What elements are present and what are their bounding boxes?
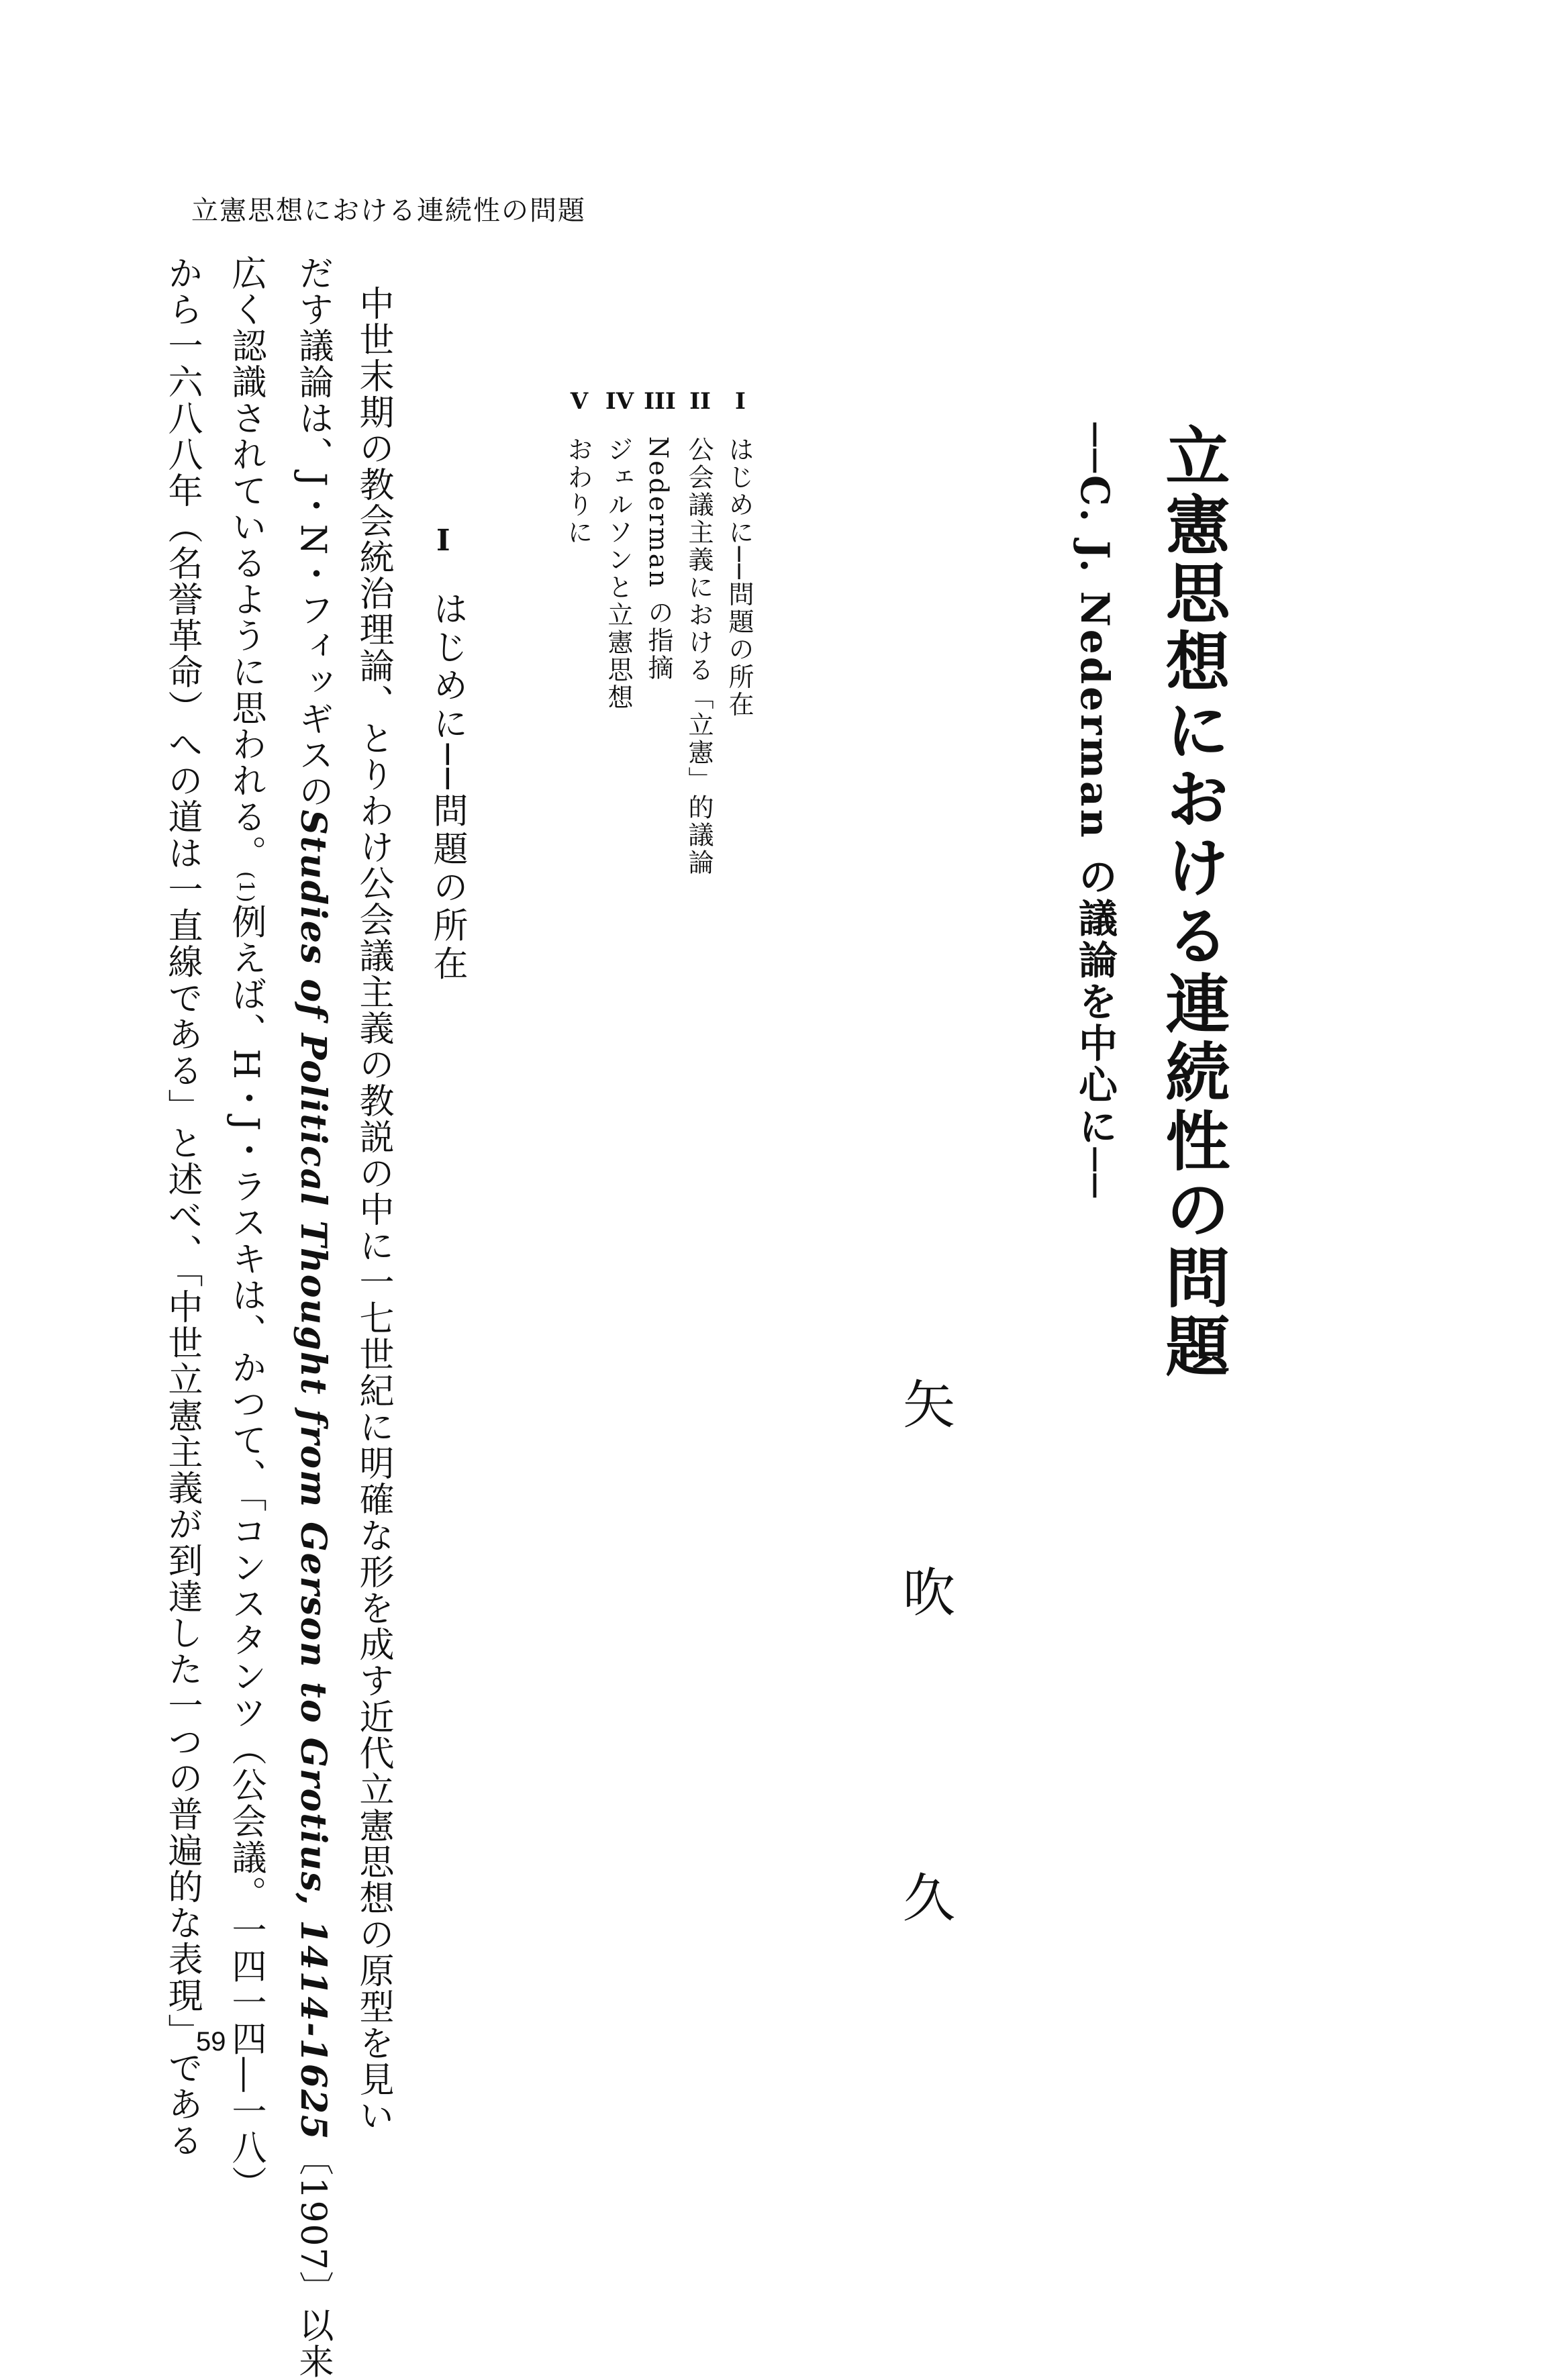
section-number: I: [436, 524, 450, 558]
toc-number: IV: [605, 388, 634, 415]
author-char: 吹: [903, 1563, 956, 1624]
body-text: 広く認識されているように思われる。: [226, 255, 266, 871]
body-line: から一六八八年（名誉革命）への道は一直線である」と述べ、「中世立憲主義が到達した一つの普遍的な表現」である: [162, 255, 202, 2159]
article-subtitle: ──C. J. Nederman の議論を中心に──: [1072, 423, 1118, 1200]
toc-label: はじめに──問題の所在: [724, 436, 754, 719]
body-line: [293, 255, 334, 2380]
toc-number: V: [570, 388, 589, 415]
author-char: 久: [903, 1869, 956, 1929]
toc-number: II: [689, 388, 711, 415]
body-text: 例えば、H・J・ラスキは、かつて、「コンスタンツ（公会議。一四一四―一八）: [226, 903, 266, 2202]
toc-label: おわりに: [563, 436, 593, 546]
toc-label: Nederman の指摘: [644, 436, 673, 682]
toc-number: I: [735, 388, 746, 415]
toc-label: ジェルソンと立憲思想: [603, 436, 633, 711]
toc-number: III: [644, 388, 676, 415]
body-text: 〔1907〕以来: [293, 2140, 333, 2380]
author-char: 矢: [903, 1375, 956, 1436]
article-title: 立憲思想における連続性の問題: [1155, 423, 1231, 1381]
toc-label: 公会議主義における「立憲」的議論: [684, 436, 714, 877]
body-line: 中世末期の教会統治理論、とりわけ公会議主義の教説の中に一七世紀に明確な形を成す近代立憲思想の原型を見い: [353, 285, 393, 2134]
footnote-marker[interactable]: (1): [234, 871, 258, 904]
running-head: 立憲思想における連続性の問題: [191, 195, 586, 226]
page-number: 59: [196, 2027, 226, 2056]
body-line: [226, 255, 266, 2202]
section-title: はじめに──問題の所在: [427, 591, 467, 984]
book-title: Studies of Political Thought from Gerson to Grotius, 1414-1625: [293, 809, 334, 2141]
body-text: だす議論は、J・N・フィッギスの: [293, 255, 333, 810]
